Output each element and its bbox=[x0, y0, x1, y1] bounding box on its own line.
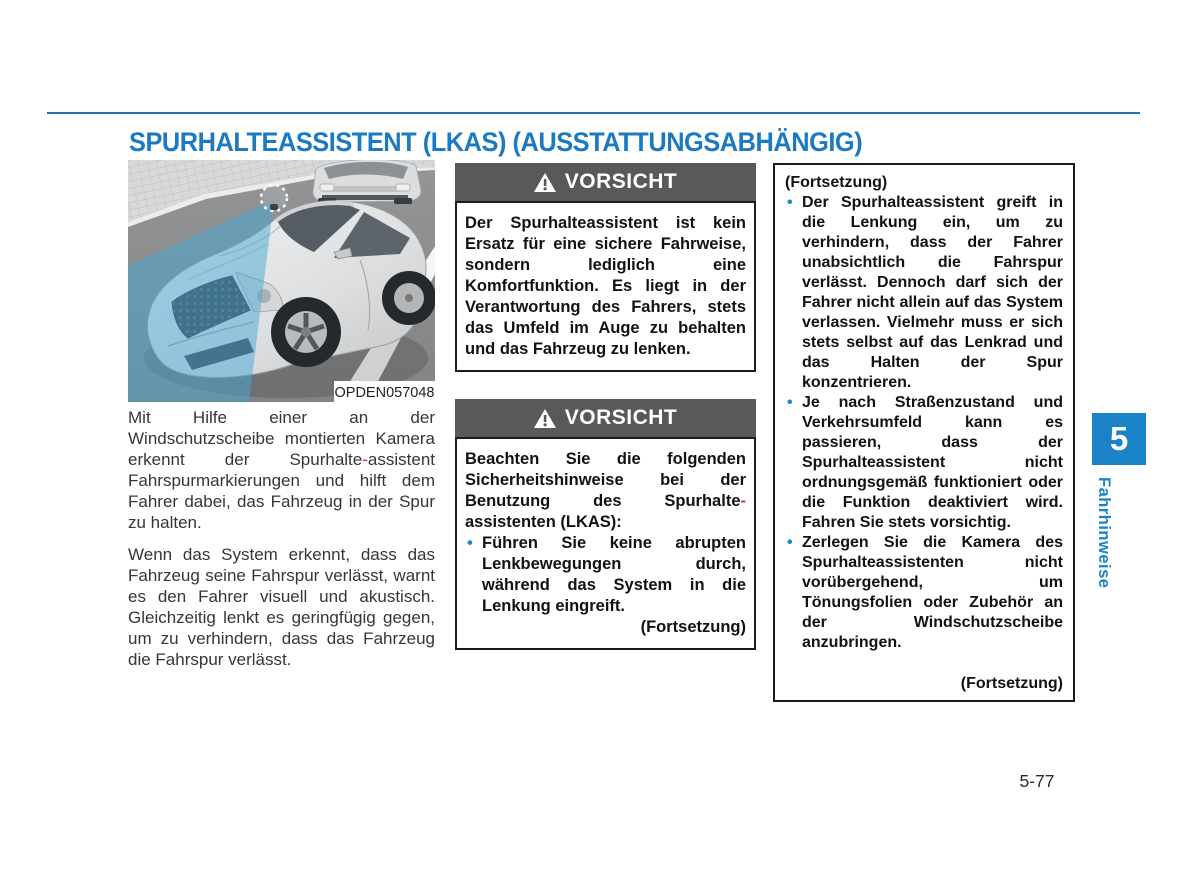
warning-1-text: Der Spurhalteassistent ist kein Ersatz für eine sichere Fahrweise, sondern lediglich eine Komfortfunktion. Es liegt in der Verantwortung des Fahrers, stets das Umfeld im Auge zu behalten und das Fahrzeug zu lenken. bbox=[465, 214, 746, 358]
list-item bbox=[465, 533, 746, 617]
warning-2-list bbox=[465, 533, 746, 617]
warning-box-1 bbox=[455, 163, 756, 372]
continuation-bullet-1: Der Spurhalteassistent greift in die Lenkung ein, um zu verhindern, dass der Fahrer unabsichtlich die Fahrspur verlässt. Dennoch darf sich der Fahrer nicht allein auf das System verlassen. Vielmehr muss er sich stets selbst auf das Lenkrad und das Halten der Spur konzentrieren. bbox=[802, 194, 1063, 391]
continuation-bullet-3: Zerlegen Sie die Kamera des Spurhalteassistenten nicht vorübergehend, um Tönungsfolien oder Zubehör an der Windschutzscheibe anzubringen. bbox=[802, 534, 1063, 651]
lkas-figure bbox=[128, 160, 435, 402]
bullet-icon: • bbox=[787, 534, 793, 551]
warning-body bbox=[455, 201, 756, 372]
warning-body bbox=[455, 437, 756, 650]
bullet-icon: • bbox=[467, 534, 473, 552]
intro-paragraph-1 bbox=[128, 407, 435, 533]
camera-unit bbox=[270, 204, 278, 210]
warning-box-2 bbox=[455, 399, 756, 650]
hyphenation-mark: - bbox=[740, 492, 746, 510]
intro-paragraph-1-text-cont: assistent Fahrspurmarkierungen und hilft dem Fahrer dabei, das Fahrzeug in der Spur zu halten. bbox=[128, 450, 435, 532]
intro-paragraph-2: Wenn das System erkennt, dass das Fahrzeug seine Fahrspur verlässt, warnt es den Fahrer visuell und akustisch. Gleichzeitig lenkt es geringfügig gegen, um zu verhindern, dass das Fahrzeug die Fahrspur verlässt. bbox=[128, 545, 435, 669]
list-item bbox=[785, 393, 1063, 533]
intro-paragraph-1-text: Mit Hilfe einer an der Windschutzscheibe montierten Kamera erkennt der Spurhalte bbox=[128, 408, 435, 469]
warning-header bbox=[455, 399, 756, 437]
continuation-header: (Fortsetzung) bbox=[785, 174, 888, 191]
warning-title: VORSICHT bbox=[564, 170, 678, 193]
page-number: 5-77 bbox=[1019, 771, 1055, 791]
continuation-note: (Fortsetzung) bbox=[640, 618, 746, 636]
warning-title: VORSICHT bbox=[564, 406, 678, 429]
bullet-icon: • bbox=[787, 194, 793, 211]
figure-caption: OPDEN057048 bbox=[334, 385, 435, 401]
continuation-box bbox=[773, 163, 1075, 702]
lead-vehicle bbox=[313, 160, 421, 204]
continuation-list bbox=[785, 193, 1063, 653]
chapter-label: Fahrhinweise bbox=[1095, 477, 1113, 589]
page-title: SPURHALTEASSISTENT (LKAS) (AUSSTATTUNGSABHÄNGIG) bbox=[129, 127, 863, 157]
lkas-camera-illustration bbox=[128, 160, 435, 402]
continuation-note: (Fortsetzung) bbox=[960, 675, 1063, 692]
warning-2-intro-text: Beachten Sie die folgenden Sicherheitshinweise bei der Benutzung des Spurhalte bbox=[465, 450, 746, 510]
list-item bbox=[785, 533, 1063, 653]
warning-triangle-icon bbox=[534, 173, 556, 192]
left-column bbox=[128, 160, 435, 670]
warning-triangle-icon bbox=[534, 409, 556, 428]
front-wheel bbox=[271, 297, 341, 367]
chapter-number-badge bbox=[1092, 413, 1146, 465]
hyphenation-mark: - bbox=[362, 450, 368, 469]
right-column bbox=[773, 163, 1075, 702]
chapter-number: 5 bbox=[1109, 420, 1129, 457]
warning-2-bullet-1: Führen Sie keine abrupten Lenkbewegungen durch, während das System in die Lenkung eingreift. bbox=[482, 534, 746, 615]
list-item bbox=[785, 193, 1063, 393]
warning-header bbox=[455, 163, 756, 201]
rear-wheel bbox=[382, 271, 435, 325]
warning-2-intro-text-cont: assistenten (LKAS): bbox=[465, 513, 622, 531]
warning-2-intro bbox=[465, 449, 746, 533]
continuation-bullet-2: Je nach Straßenzustand und Verkehrsumfeld kann es passieren, dass der Spurhalteassistent nicht ordnungsgemäß funktioniert oder die Funktion deaktiviert wird. Fahren Sie stets vorsichtig. bbox=[802, 394, 1063, 531]
bullet-icon: • bbox=[787, 394, 793, 411]
header-rule bbox=[47, 112, 1140, 114]
middle-column bbox=[455, 163, 756, 650]
